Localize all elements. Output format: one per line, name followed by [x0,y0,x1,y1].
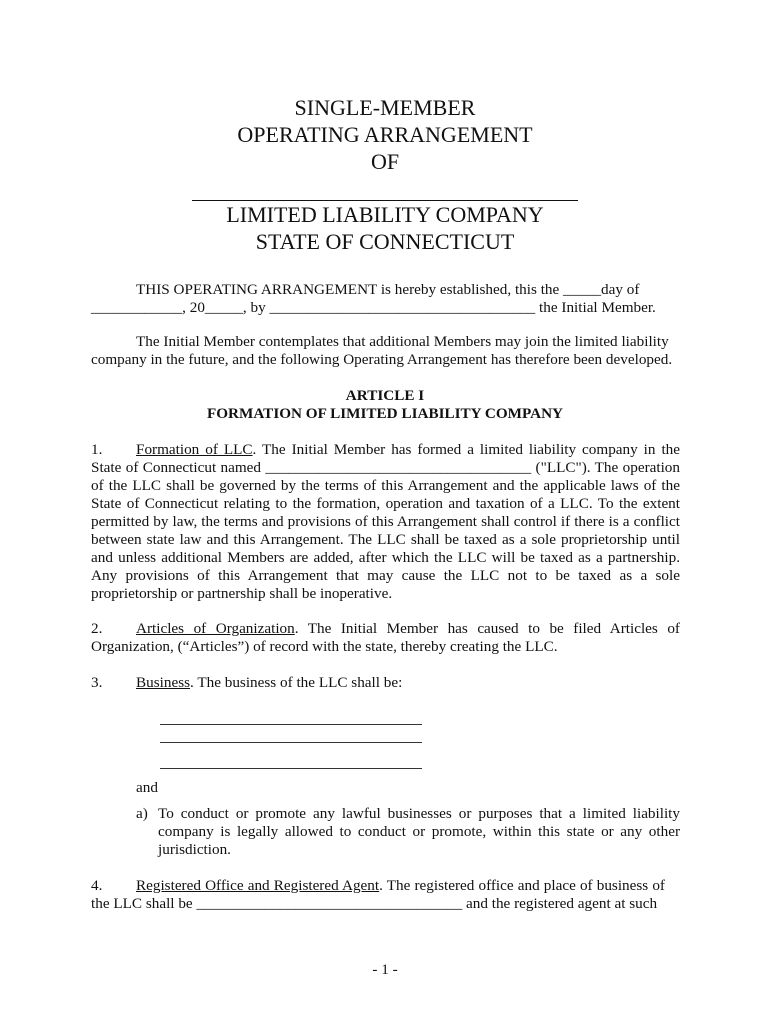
business-blank-2[interactable] [160,742,422,743]
section-4-number: 4. [91,877,103,894]
section-1-first-text: . The Initial Member has formed a limited liability company in the [252,441,680,458]
business-blank-1[interactable] [160,724,422,725]
section-4-first-line [136,877,665,895]
section-4-body: the LLC shall be ___________________________________ and the registered agent at such [91,895,658,912]
section-3-number: 3. [91,674,103,691]
section-4-first-text: . The registered office and place of business of [379,877,665,894]
article-heading: ARTICLE I [345,387,425,404]
title-line-3: OF [370,149,400,174]
section-2-first-text: . The Initial Member has caused to be filed Articles of [294,620,680,637]
section-3-first-text: . The business of the LLC shall be: [190,674,403,691]
section-1-body: State of Connecticut named ___________________________________ ("LLC"). The operation of the LLC shall be governed by the terms of this Arrangement and the applicable laws of the State of Connecticut relating to the formation, operation and taxation of a LLC. To the extent permitted by law, the terms and provisions of this Arrangement shall control if there is a conflict between state law and this Arrangement. The LLC shall be taxed as a sole proprietorship until and unless additional Members are added, after which the LLC will be taxed as a partnership. Any provisions of this Arrangement that may cause the LLC not to be taxed as a sole proprietorship or partnership shall be inoperative. [91,459,680,602]
intro-paragraph-2-line-1: The Initial Member contemplates that additional Members may join the limited liability [136,333,669,350]
intro-paragraph-1-line-1: THIS OPERATING ARRANGEMENT is hereby established, this the _____day of [136,281,640,298]
intro-paragraph-2-line-2: company in the future, and the following Operating Arrangement has therefore been developed. [91,351,673,368]
title-line-1: SINGLE-MEMBER [294,95,476,120]
section-2-title: Articles of Organization [136,620,295,637]
page-number: - 1 - [372,961,398,978]
section-3-and: and [136,779,158,796]
section-2-first-line [136,620,680,638]
section-3-title: Business [136,674,191,691]
section-3-first-line [136,674,402,692]
section-3-item-a-text: To conduct or promote any lawful businesses or purposes that a limited liability company is legally allowed to conduct or promote, within this state or any other jurisdiction. [158,805,680,858]
section-1-first-line [136,441,680,459]
title-line-5: STATE OF CONNECTICUT [255,229,515,254]
intro-paragraph-1-line-2: ____________, 20_____, by ___________________________________ the Initial Member. [91,299,656,316]
section-3-item-a-label: a) [136,805,148,822]
title-line-4: LIMITED LIABILITY COMPANY [226,202,544,227]
business-blank-3[interactable] [160,768,422,769]
section-2-number: 2. [91,620,103,637]
section-1-number: 1. [91,441,103,458]
section-1-title: Formation of LLC [136,441,253,458]
title-line-2: OPERATING ARRANGEMENT [237,122,533,147]
section-4-title: Registered Office and Registered Agent [136,877,380,894]
article-subheading: FORMATION OF LIMITED LIABILITY COMPANY [206,405,564,422]
section-2-body: Organization, (“Articles”) of record with the state, thereby creating the LLC. [91,638,558,655]
